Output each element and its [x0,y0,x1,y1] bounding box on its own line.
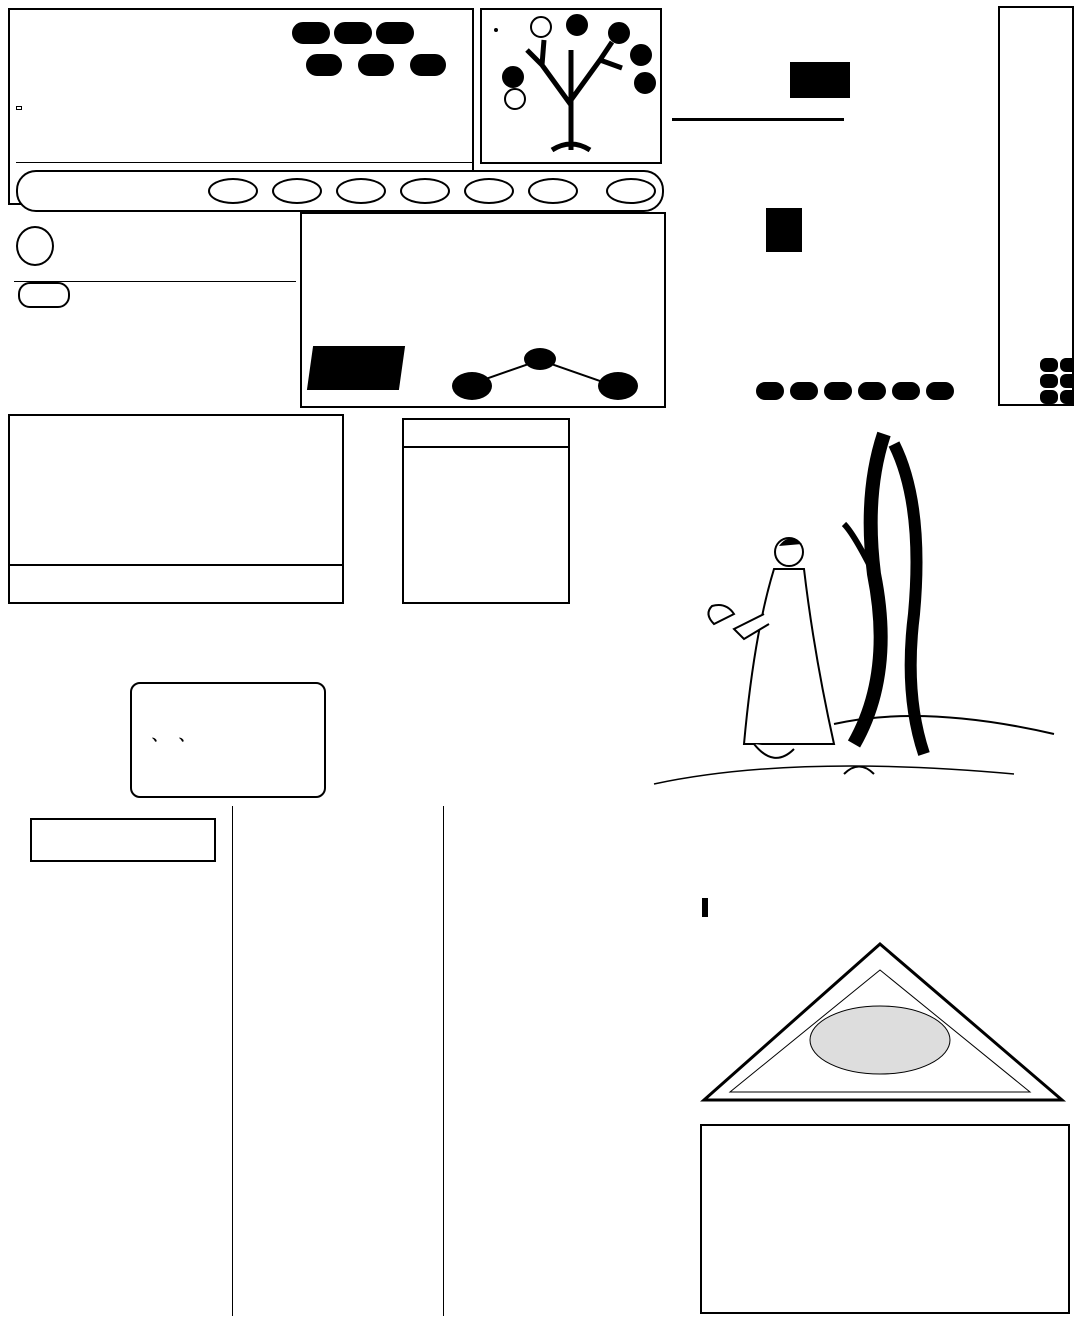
special-slot [606,178,656,204]
zeng-line [702,898,708,917]
zeng-title [702,898,708,917]
number-ball [756,382,784,400]
number-ball [1040,358,1058,372]
lottery-header [672,8,992,186]
result-slot [464,178,514,204]
number-ball [892,382,920,400]
text-column-3 [446,816,688,1316]
headline-balls-bottom [306,54,446,76]
poem-panel [686,802,1076,938]
number-ball [334,22,372,44]
info-panel [300,212,666,408]
hint-box-small [14,212,296,282]
treasure-map-logo [16,226,54,266]
promo-text-2 [258,96,470,158]
logo-block [790,62,850,98]
headline-balls-top [292,22,414,44]
hint-big [330,676,590,800]
text-column-2 [232,806,444,1316]
badge [766,208,802,252]
number-ball [530,16,552,38]
result-slot [208,178,258,204]
computer-numbers [756,382,954,400]
number-ball [504,88,526,110]
trend-panel [4,608,564,678]
win-money-logo [18,282,70,308]
prize-list [672,118,844,121]
heaven-number [524,348,556,370]
weak-strong-panel [14,278,296,408]
select-box [402,418,570,604]
select-title [404,420,568,448]
number-ball [1060,390,1074,404]
number-ball [1040,374,1058,388]
triangle-panel [700,940,1070,1120]
lady-and-tree-illustration [594,414,1078,794]
prediction-answers [10,566,342,602]
calc-numbers: 、 、 [152,726,195,744]
number-ball [566,14,588,36]
sanyuan-logo [307,346,405,390]
big-small-note [16,162,472,165]
number-ball [1040,390,1058,404]
number-ball [494,28,498,32]
vertical-right-panel [998,6,1074,406]
computer-panel [672,188,994,406]
earth-number [452,372,492,400]
number-ball [1060,374,1074,388]
illustration [594,414,1078,794]
bottom-card [700,1124,1070,1314]
number-ball [926,382,954,400]
result-slots [208,178,578,204]
number-ball [410,54,446,76]
number-ball [358,54,394,76]
result-slot [400,178,450,204]
number-ball [1060,358,1074,372]
tag-label [16,106,22,110]
odds-column [346,414,402,604]
computer-text [806,192,992,372]
prize-row [672,120,844,121]
result-slot [336,178,386,204]
number-ball [824,382,852,400]
number-ball [634,72,656,94]
chase-panel [4,680,128,798]
prediction-columns-row [10,416,342,566]
money-tree-panel [480,8,662,164]
human-number [598,372,638,400]
promo-text [120,96,250,158]
triangle-frame-icon [700,940,1070,1120]
hk-lottery-strip [16,170,664,212]
text-column-1 [4,806,232,1316]
number-ball [502,66,524,88]
number-ball [608,22,630,44]
calc-panel [130,682,326,798]
number-ball [306,54,342,76]
vertical-balls [1040,358,1074,404]
result-slot [272,178,322,204]
number-ball [292,22,330,44]
prediction-columns [8,414,344,604]
number-ball [790,382,818,400]
number-ball [630,44,652,66]
result-slot [528,178,578,204]
number-ball [858,382,886,400]
column-title [30,818,216,862]
number-ball [376,22,414,44]
